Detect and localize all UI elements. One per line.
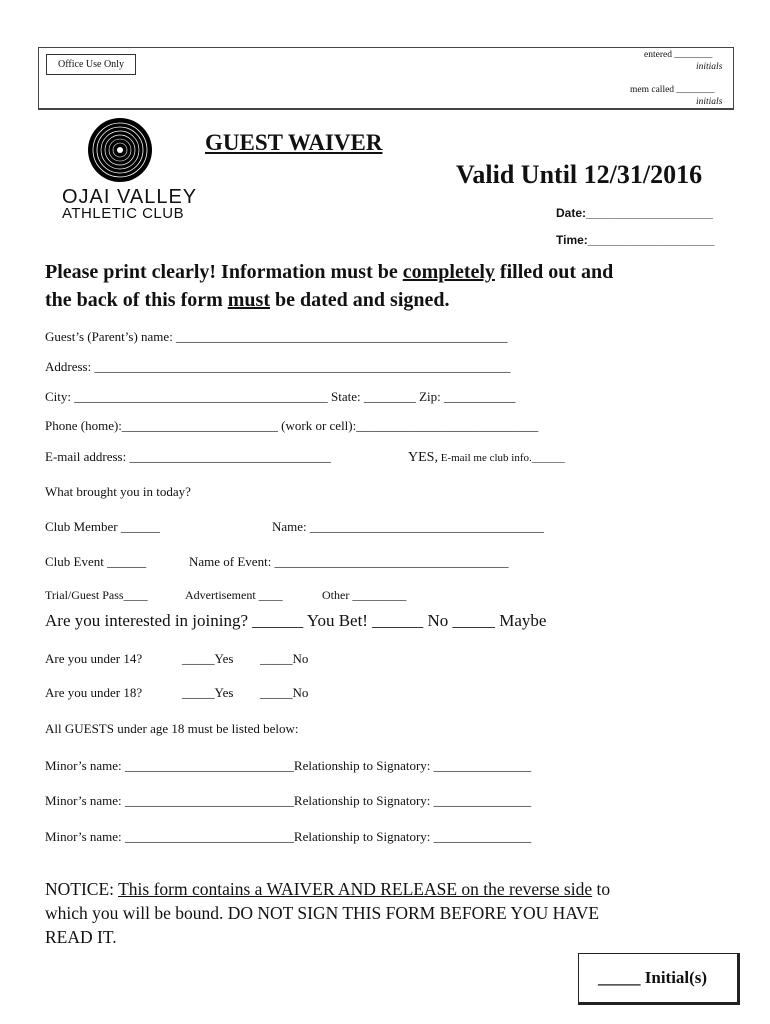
instructions-text-1: Please print clearly! Information must be <box>45 261 403 283</box>
logo-line-1: OJAI VALLEY <box>62 186 198 208</box>
minors-heading: All GUESTS under age 18 must be listed below: <box>45 721 299 736</box>
time-field[interactable]: Time:___________________ <box>556 233 715 247</box>
guest-name-field[interactable]: Guest’s (Parent’s) name: ___________________________________________________ <box>45 329 508 344</box>
city-state-zip-field[interactable]: City: _______________________________________ State: ________ Zip: ___________ <box>45 389 516 404</box>
page-title: GUEST WAIVER <box>205 130 383 155</box>
initials-label-1: initials <box>696 62 723 72</box>
member-name-field[interactable]: Name: ____________________________________ <box>272 519 544 534</box>
notice <box>45 877 610 949</box>
instructions-text-3: the back of this form <box>45 289 228 311</box>
notice-lead: NOTICE: <box>45 879 119 899</box>
minor-row-1[interactable]: Minor’s name: __________________________Relationship to Signatory: _______________ <box>45 758 532 773</box>
advertisement-field[interactable]: Advertisement ____ <box>185 588 283 602</box>
initials-field[interactable]: _____ Initial(s) <box>598 968 708 987</box>
entered-field[interactable]: entered ________ <box>644 50 713 60</box>
under-14-label: Are you under 14? <box>45 651 143 666</box>
under-14-yes[interactable]: _____Yes <box>182 651 234 666</box>
instructions-emphasis-1: completely <box>402 261 495 283</box>
phone-field[interactable]: Phone (home):________________________ (work or cell):____________________________ <box>45 418 539 433</box>
under-14-no[interactable]: _____No <box>260 651 309 666</box>
brought-question: What brought you in today? <box>45 484 191 499</box>
club-logo-icon <box>86 116 154 184</box>
valid-until: Valid Until 12/31/2016 <box>456 160 703 189</box>
club-member-field[interactable]: Club Member ______ <box>45 519 160 534</box>
notice-text-1: to <box>592 879 611 899</box>
office-use-label: Office Use Only <box>46 54 136 75</box>
minor-row-3[interactable]: Minor’s name: __________________________Relationship to Signatory: _______________ <box>45 829 532 844</box>
under-18-no[interactable]: _____No <box>260 685 309 700</box>
trial-pass-field[interactable]: Trial/Guest Pass____ <box>45 588 148 602</box>
notice-underlined: This form contains a WAIVER AND RELEASE on the reverse side <box>118 879 593 899</box>
instructions-emphasis-2: must <box>227 289 270 311</box>
other-field[interactable]: Other _________ <box>322 588 407 602</box>
email-optin-field[interactable] <box>408 448 565 466</box>
instructions <box>45 258 613 314</box>
minor-row-2[interactable]: Minor’s name: __________________________Relationship to Signatory: _______________ <box>45 793 532 808</box>
notice-text-3: READ IT. <box>45 927 117 947</box>
email-optin-text: E-mail me club info.______ <box>437 452 565 464</box>
club-event-field[interactable]: Club Event ______ <box>45 554 147 569</box>
address-field[interactable]: Address: ________________________________________________________________ <box>45 359 511 374</box>
under-18-label: Are you under 18? <box>45 685 143 700</box>
initials-label-2: initials <box>696 97 723 107</box>
interested-joining-field[interactable]: Are you interested in joining? ______ You Bet! ______ No _____ Maybe <box>45 611 547 630</box>
event-name-field[interactable]: Name of Event: ____________________________________ <box>189 554 509 569</box>
office-use-box <box>38 47 734 110</box>
email-optin-yes: YES, <box>408 450 438 465</box>
notice-text-2: which you will be bound. DO NOT SIGN THIS FORM BEFORE YOU HAVE <box>45 903 600 923</box>
logo-line-2: ATHLETIC CLUB <box>62 205 185 222</box>
email-field[interactable]: E-mail address: _______________________________ <box>45 449 331 464</box>
instructions-text-4: be dated and signed. <box>270 289 450 311</box>
under-18-yes[interactable]: _____Yes <box>182 685 234 700</box>
date-field[interactable]: Date:___________________ <box>556 206 713 220</box>
mem-called-field[interactable]: mem called ________ <box>630 85 715 95</box>
instructions-text-2: filled out and <box>494 261 614 283</box>
